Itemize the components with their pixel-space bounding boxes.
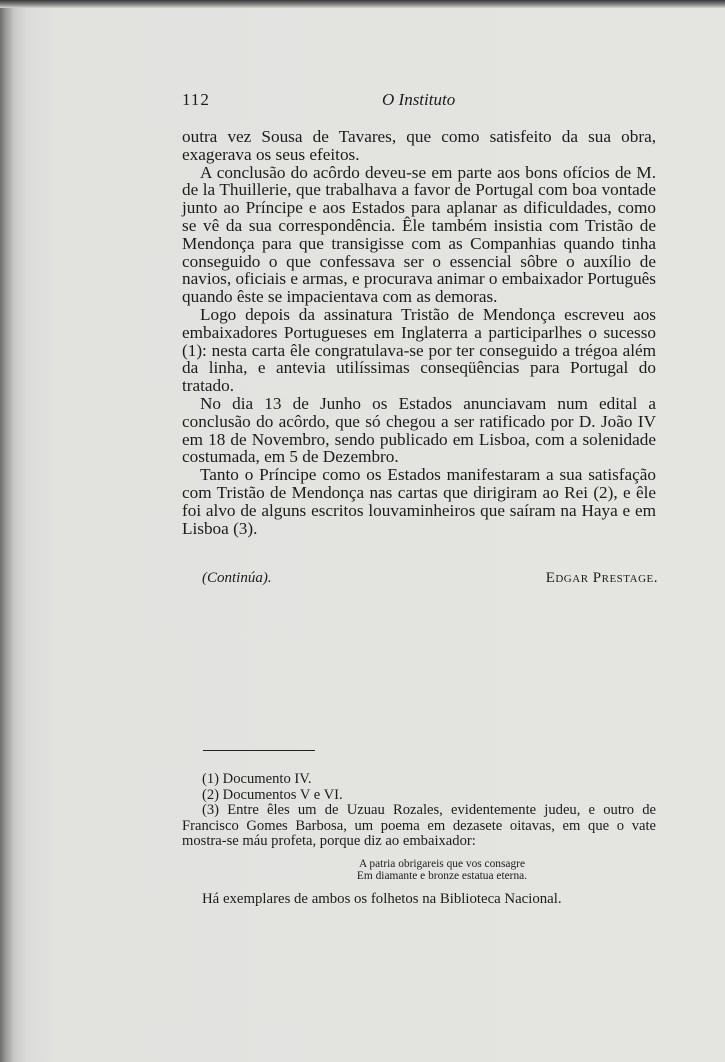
footnote-rule [203,750,315,751]
paragraph: A conclusão do acôrdo deveu-se em parte aos bons ofícios de M. de la Thuillerie, que trabalhava a favor de Portugal com boa vontade junto ao Príncipe e aos Estados para aplanar as dificuldades, como se vê da sua correspondência. Êle também insistia com Tristão de Mendonça para que transigisse com as Companhias quando tinha conseguido o que confessava ser o essencial sôbre o auxílio de navios, oficiais e armas, e procurava animar o embaixador Português quando êste se impacientava com as demoras. [182,162,656,307]
verse-line: Em diamante e bronze estatua eterna. [356,870,528,882]
footnote: (2) Documentos V e VI. [202,786,343,803]
paragraph: Logo depois da assinatura Tristão de Mendonça escreveu aos embaixadores Portugueses em Inglaterra a participarlhes o sucesso (1): nesta carta êle congratulava-se por ter conseguido a trégoa além da linha, e antevia utilíssimas conseqüências para Portugal do tratado. [182,304,656,396]
page-top-edge [0,0,725,8]
paragraph: Tanto o Príncipe como os Estados manifestaram a sua satisfação com Tristão de Mendonça nas cartas que dirigiram ao Rei (2), e êle foi alvo de alguns escritos louvaminheiros que saíram na Haya e em Lisboa (3). [182,465,656,538]
continued-note: (Continúa). [202,570,272,586]
closing-note: Há exemplares de ambos os folhetos na Biblioteca Nacional. [202,891,562,907]
page-number: 112 [182,90,210,109]
footnote: (1) Documento IV. [202,771,312,787]
running-title: O Instituto [382,90,456,109]
paragraph: No dia 13 de Junho os Estados anunciavam num edital a conclusão do acôrdo, que só chegou a ser ratificado por D. João IV em 18 de Novembro, sendo publicado em Lisboa, com a solenidade costumada, em 5 de Dezembro. [182,393,656,467]
footnotes [182,772,656,850]
footnote: (3) Entre êles um de Uzuau Rozales, evidentemente judeu, e outro de Francisco Gomes Barbosa, um poema em dezasete oitavas, em que o vate mostra-se máu profeta, porque diz ao embaixador: [182,802,656,850]
signature-line [202,570,658,590]
main-text [182,128,656,537]
author-name: Edgar Prestage. [545,570,658,586]
paragraph: outra vez Sousa de Tavares, que como satisfeito da sua obra, exagerava os seus efeitos. [182,127,656,164]
running-header [182,90,654,112]
quoted-verse [182,858,656,882]
verse-line: A patria obrigareis que vos consagre [358,858,526,870]
